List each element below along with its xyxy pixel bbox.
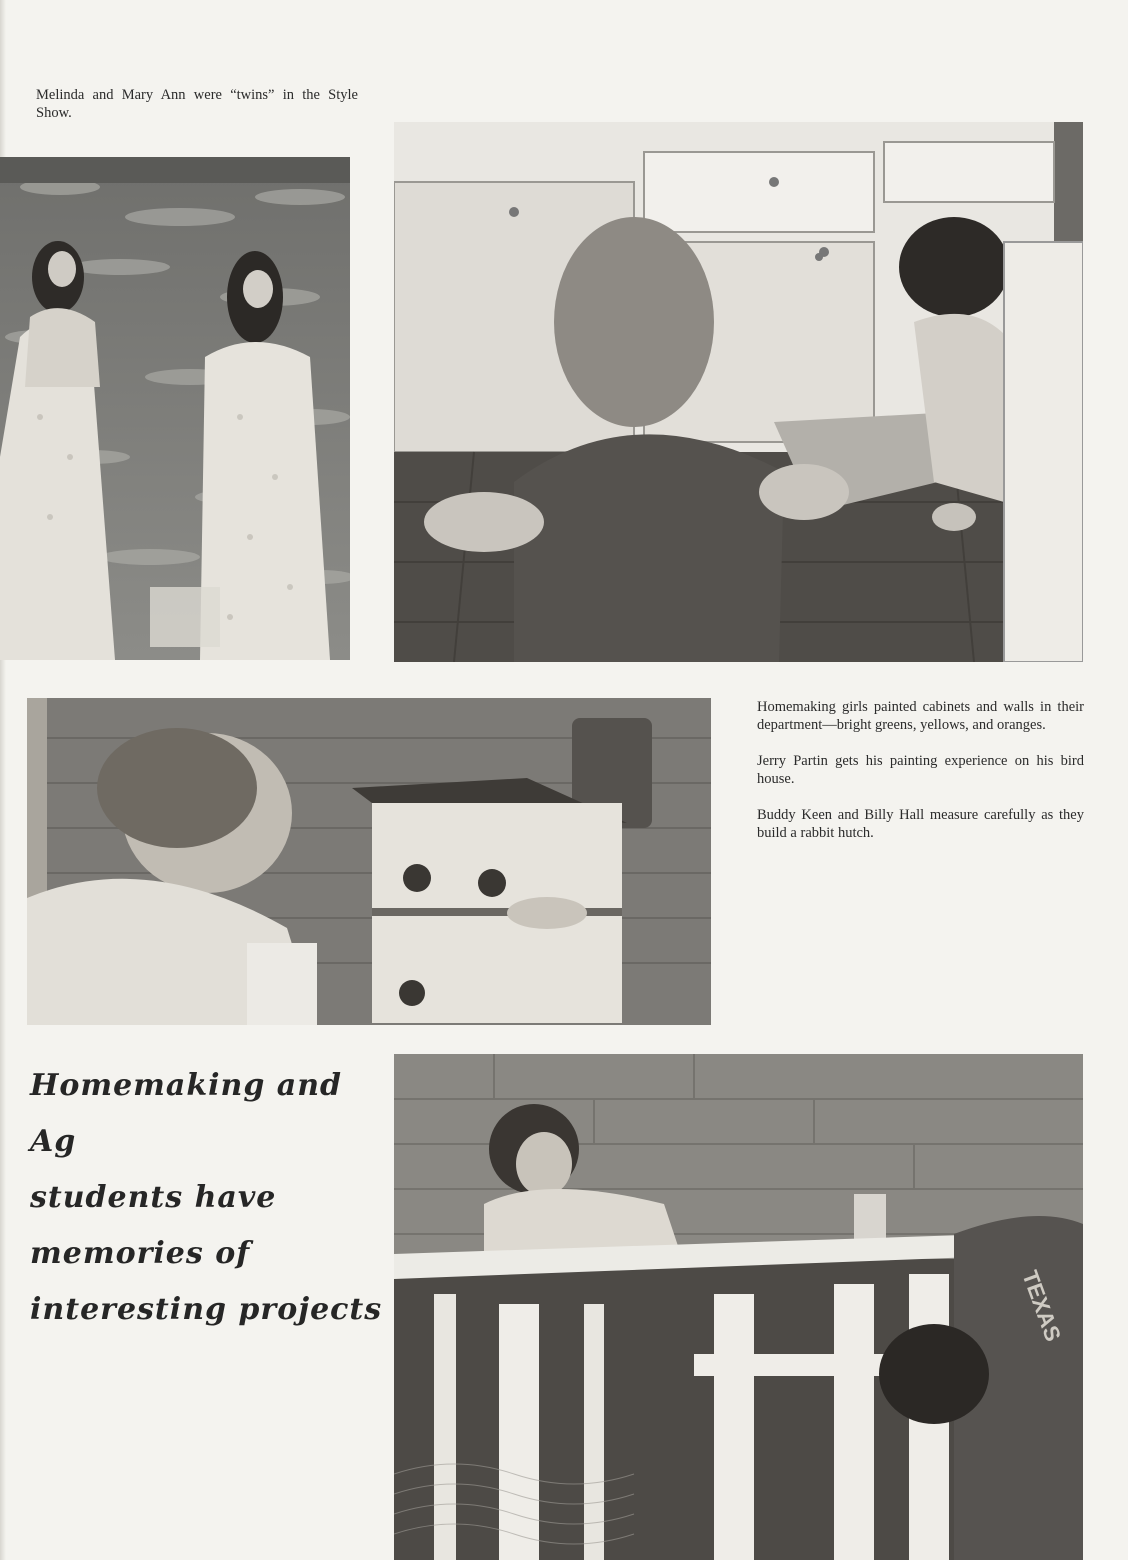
caption-homemaking-girls: Homemaking girls painted cabinets and walls in their department—bright greens, yellows, and oranges. bbox=[757, 699, 1084, 733]
headline-line-4: interesting projects bbox=[30, 1292, 383, 1327]
style-show-image bbox=[0, 157, 350, 660]
headline-line-3: memories of bbox=[30, 1236, 251, 1271]
headline-line-2: students have bbox=[30, 1180, 277, 1215]
photo-painting-cabinets bbox=[394, 122, 1083, 662]
headline-line-1: Homemaking and Ag bbox=[30, 1068, 343, 1159]
jacket-lettering: TEXAS bbox=[1017, 1267, 1066, 1345]
caption-jerry-partin: Jerry Partin gets his painting experience on his bird house. bbox=[757, 753, 1084, 787]
painting-cabinets-image bbox=[394, 122, 1083, 662]
caption-group-right bbox=[757, 698, 1084, 860]
caption-style-show bbox=[36, 86, 358, 140]
photo-rabbit-hutch bbox=[394, 1054, 1083, 1560]
page-headline bbox=[30, 1058, 390, 1338]
photo-style-show bbox=[0, 157, 350, 660]
caption-style-show-text: Melinda and Mary Ann were “twins” in the Style Show. bbox=[36, 87, 358, 121]
rabbit-hutch-image bbox=[394, 1054, 1083, 1560]
bird-house-image bbox=[27, 698, 711, 1025]
photo-bird-house bbox=[27, 698, 711, 1025]
caption-buddy-keen: Buddy Keen and Billy Hall measure carefully as they build a rabbit hutch. bbox=[757, 807, 1084, 841]
